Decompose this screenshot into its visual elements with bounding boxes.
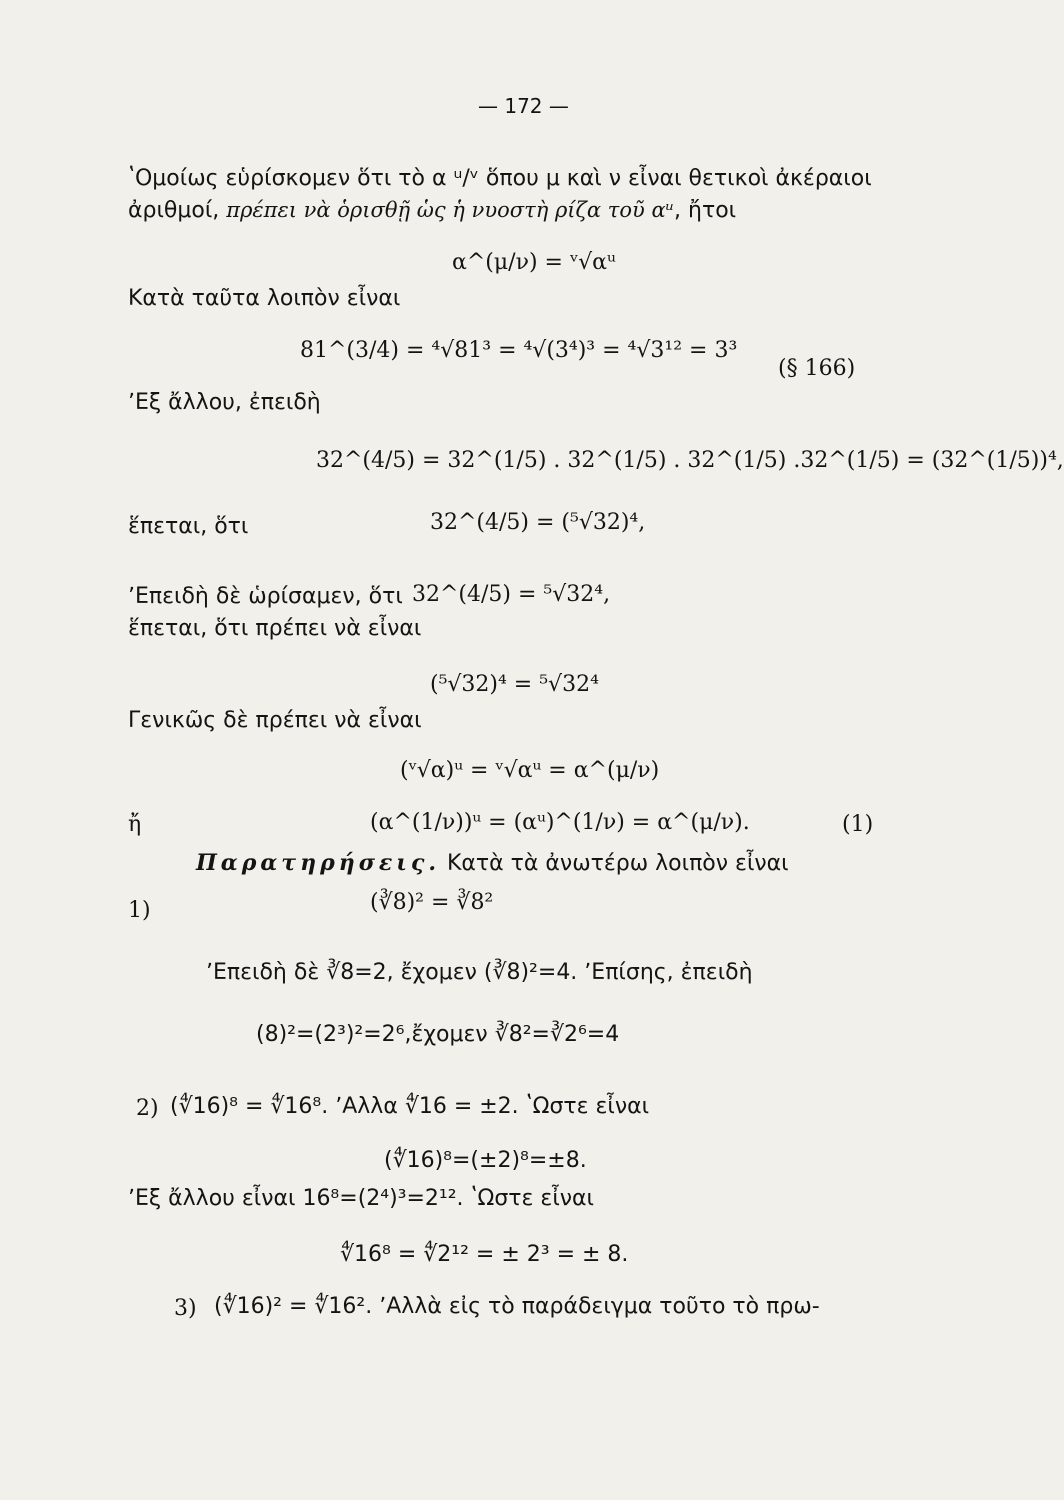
equation-32-root: (⁵√32)⁴ = ⁵√32⁴ xyxy=(430,672,599,697)
equation-general: (ᵛ√α)ᵘ = ᵛ√αᵘ = α^(μ/ν) xyxy=(400,758,660,783)
equation-number: (1) xyxy=(842,812,874,837)
section-reference: (§ 166) xyxy=(778,356,856,381)
text-line-2-start: ἀριθμοί, xyxy=(128,198,220,223)
text-line-2 xyxy=(128,200,736,222)
text-line-14: (∜16)⁸=(±2)⁸=±8. xyxy=(384,1148,587,1173)
item-2-label: 2) xyxy=(136,1096,159,1121)
text-line-4: ʼΕξ ἄλλου, ἐπειδὴ xyxy=(128,390,321,415)
equation-root-definition: α^(μ/ν) = ᵛ√αᵘ xyxy=(452,250,616,275)
text-line-2-end: , ἤτοι xyxy=(674,198,737,223)
text-line-17: (∜16)² = ∜16². ʼΑλλὰ εἰς τὸ παράδειγμα τοῦτο τὸ πρω- xyxy=(214,1294,820,1319)
equation-32-definition: 32^(4/5) = ⁵√32⁴, xyxy=(412,582,611,607)
text-line-13: (∜16)⁸ = ∜16⁸. ʼΑλλα ∜16 = ±2. ʽΩστε εἶναι xyxy=(170,1094,650,1119)
equation-32-power: 32^(4/5) = (⁵√32)⁴, xyxy=(430,510,646,535)
equation-cube-root-8: (∛8)² = ∛8² xyxy=(370,890,494,915)
item-1-label: 1) xyxy=(128,898,151,923)
remarks-text: Κατὰ τὰ ἀνωτέρω λοιπὸν εἶναι xyxy=(447,851,789,876)
text-line-6: ʼΕπειδὴ δὲ ὡρίσαμεν, ὅτι xyxy=(128,584,403,609)
equation-81: 81^(3/4) = ⁴√81³ = ⁴√(3⁴)³ = ⁴√3¹² = 3³ xyxy=(300,338,738,363)
text-line-7: ἕπεται, ὅτι πρέπει νὰ εἶναι xyxy=(128,616,422,641)
text-line-10 xyxy=(196,852,789,875)
italic-definition: πρέπει νὰ ὁρισθῇ ὡς ἡ νυοστὴ ρίζα τοῦ αᵘ xyxy=(226,198,675,222)
page-number: — 172 — xyxy=(478,94,569,118)
text-line-15: ʼΕξ ἄλλου εἶναι 16⁸=(2⁴)³=2¹². ʽΩστε εἶναι xyxy=(128,1186,594,1211)
text-line-8: Γενικῶς δὲ πρέπει νὰ εἶναι xyxy=(128,708,422,733)
text-line-1: ʽΟμοίως εὑρίσκομεν ὅτι τὸ α ᵘ/ᵛ ὅπου μ καὶ ν εἶναι θετικοὶ ἀκέραιοι xyxy=(128,166,872,191)
equation-32-product: 32^(4/5) = 32^(1/5) . 32^(1/5) . 32^(1/5) .32^(1/5) = (32^(1/5))⁴, xyxy=(316,448,1064,473)
equation-general-2: (α^(1/ν))ᵘ = (αᵘ)^(1/ν) = α^(μ/ν). xyxy=(370,810,750,835)
text-line-3: Κατὰ ταῦτα λοιπὸν εἶναι xyxy=(128,286,401,311)
text-line-9: ἤ xyxy=(128,812,142,837)
text-line-16: ∜16⁸ = ∜2¹² = ± 2³ = ± 8. xyxy=(340,1242,629,1267)
item-3-label: 3) xyxy=(174,1296,197,1321)
text-line-12: (8)²=(2³)²=2⁶,ἔχομεν ∛8²=∛2⁶=4 xyxy=(256,1022,620,1047)
remarks-heading: Παρατηρήσεις. xyxy=(196,850,440,876)
text-line-5: ἕπεται, ὅτι xyxy=(128,514,249,539)
text-line-11: ʼΕπειδὴ δὲ ∛8=2, ἔχομεν (∛8)²=4. ʼΕπίσης, ἐπειδὴ xyxy=(206,960,753,985)
